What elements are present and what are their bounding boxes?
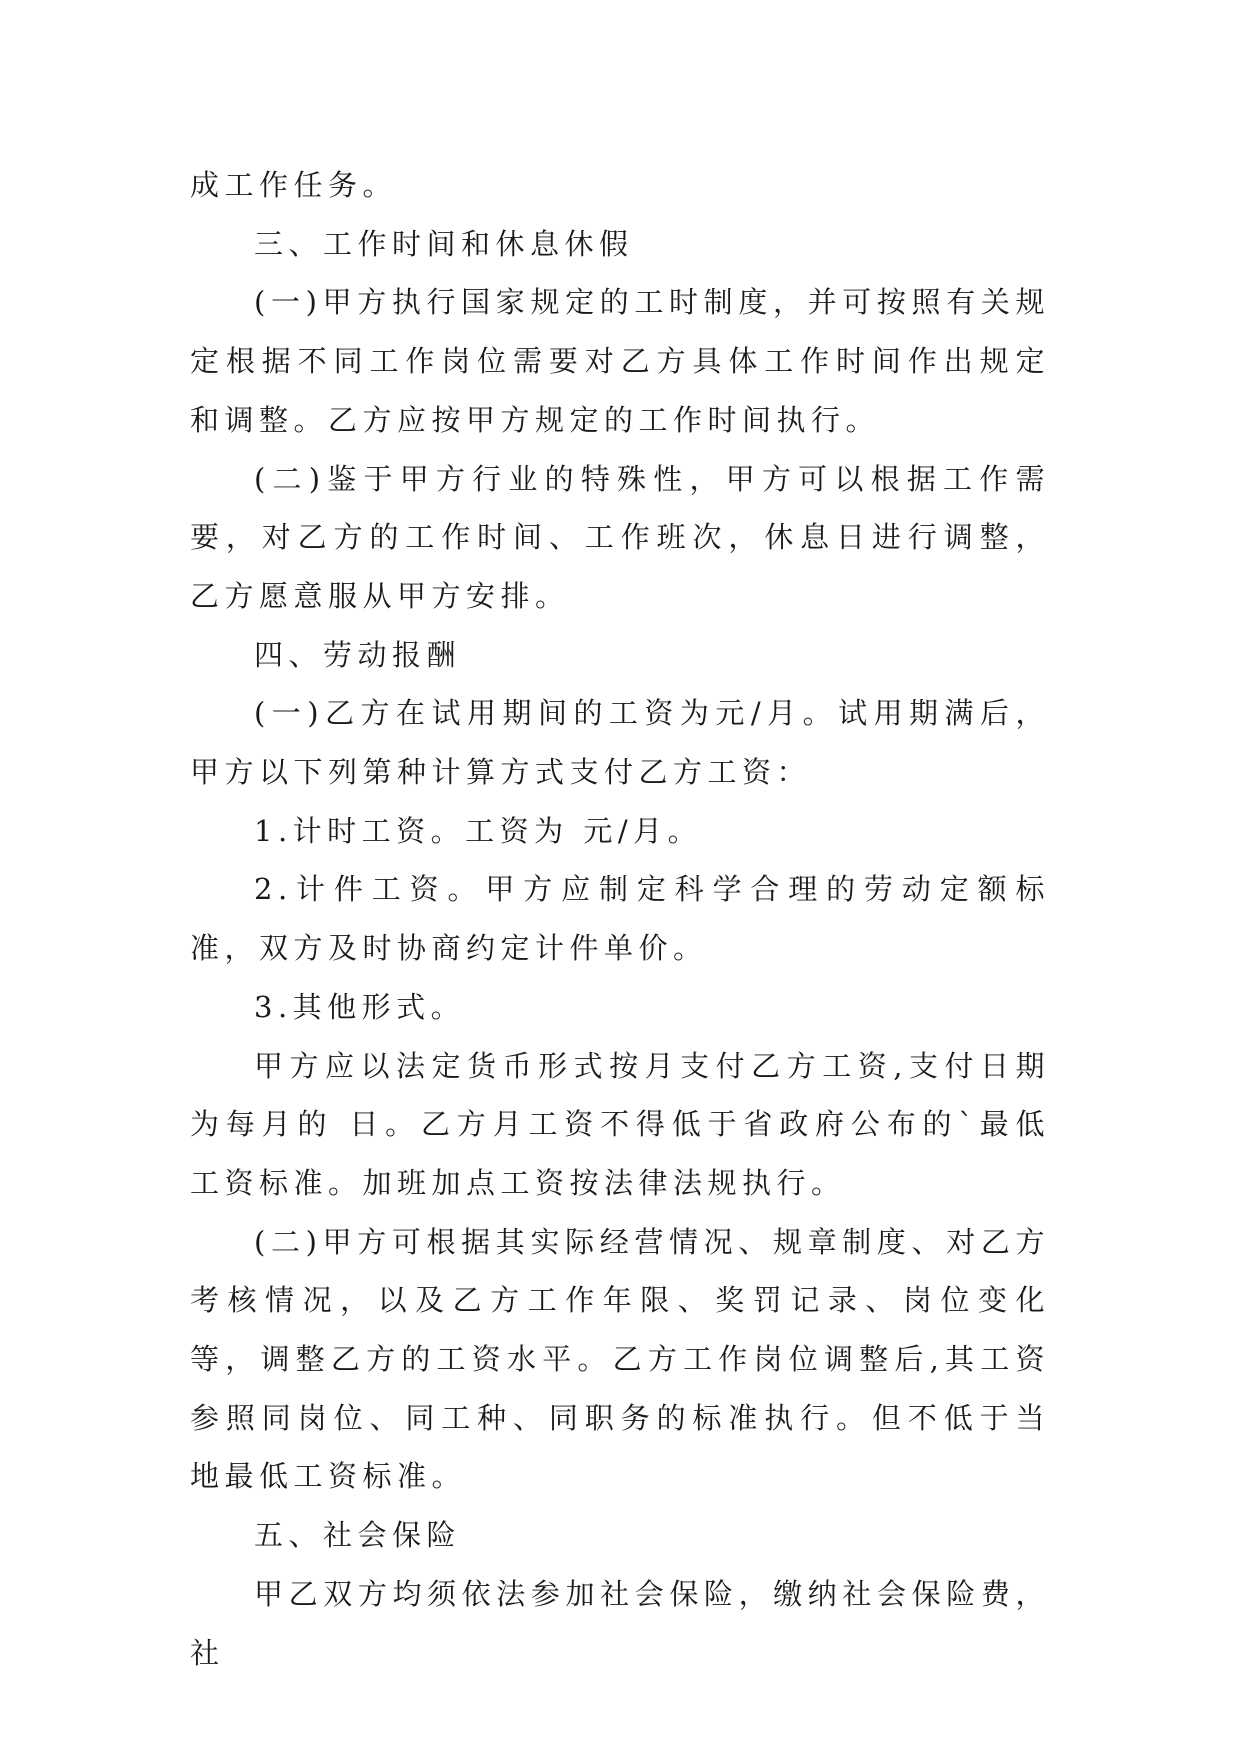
section-heading-work-hours: 三、工作时间和休息休假	[254, 226, 634, 261]
section-heading-social-insurance: 五、社会保险	[254, 1518, 462, 1553]
paragraph-social-insurance: 甲乙双方均须依法参加社会保险，缴纳社会保险费，社	[190, 1576, 1050, 1670]
list-item-time-wage: 1.计时工资。工资为 元/月。	[254, 813, 703, 848]
document-body	[190, 156, 1050, 1682]
section-heading-remuneration: 四、劳动报酬	[254, 637, 462, 672]
paragraph-work-hours-2: (二)鉴于甲方行业的特殊性，甲方可以根据工作需要，对乙方的工作时间、工作班次，休息日进行调整，乙方愿意服从甲方安排。	[190, 461, 1050, 613]
paragraph-remuneration-2: (二)甲方可根据其实际经营情况、规章制度、对乙方考核情况，以及乙方工作年限、奖罚记录、岗位变化等，调整乙方的工资水平。乙方工作岗位调整后,其工资参照同岗位、同工种、同职务的标准执行。但不低于当地最低工资标准。	[190, 1224, 1050, 1494]
list-item-other-forms: 3.其他形式。	[254, 989, 466, 1024]
paragraph-continuation: 成工作任务。	[190, 168, 398, 202]
list-item-piece-wage: 2.计件工资。甲方应制定科学合理的劳动定额标准，双方及时协商约定计件单价。	[190, 872, 1050, 966]
paragraph-work-hours-1: (一)甲方执行国家规定的工时制度，并可按照有关规定根据不同工作岗位需要对乙方具体工作时间作出规定和调整。乙方应按甲方规定的工作时间执行。	[190, 285, 1050, 437]
paragraph-payment-terms: 甲方应以法定货币形式按月支付乙方工资,支付日期为每月的 日。乙方月工资不得低于省政府公布的`最低工资标准。加班加点工资按法律法规执行。	[190, 1048, 1050, 1200]
paragraph-remuneration-1: (一)乙方在试用期间的工资为元/月。试用期满后，甲方以下列第种计算方式支付乙方工资：	[190, 696, 1050, 790]
